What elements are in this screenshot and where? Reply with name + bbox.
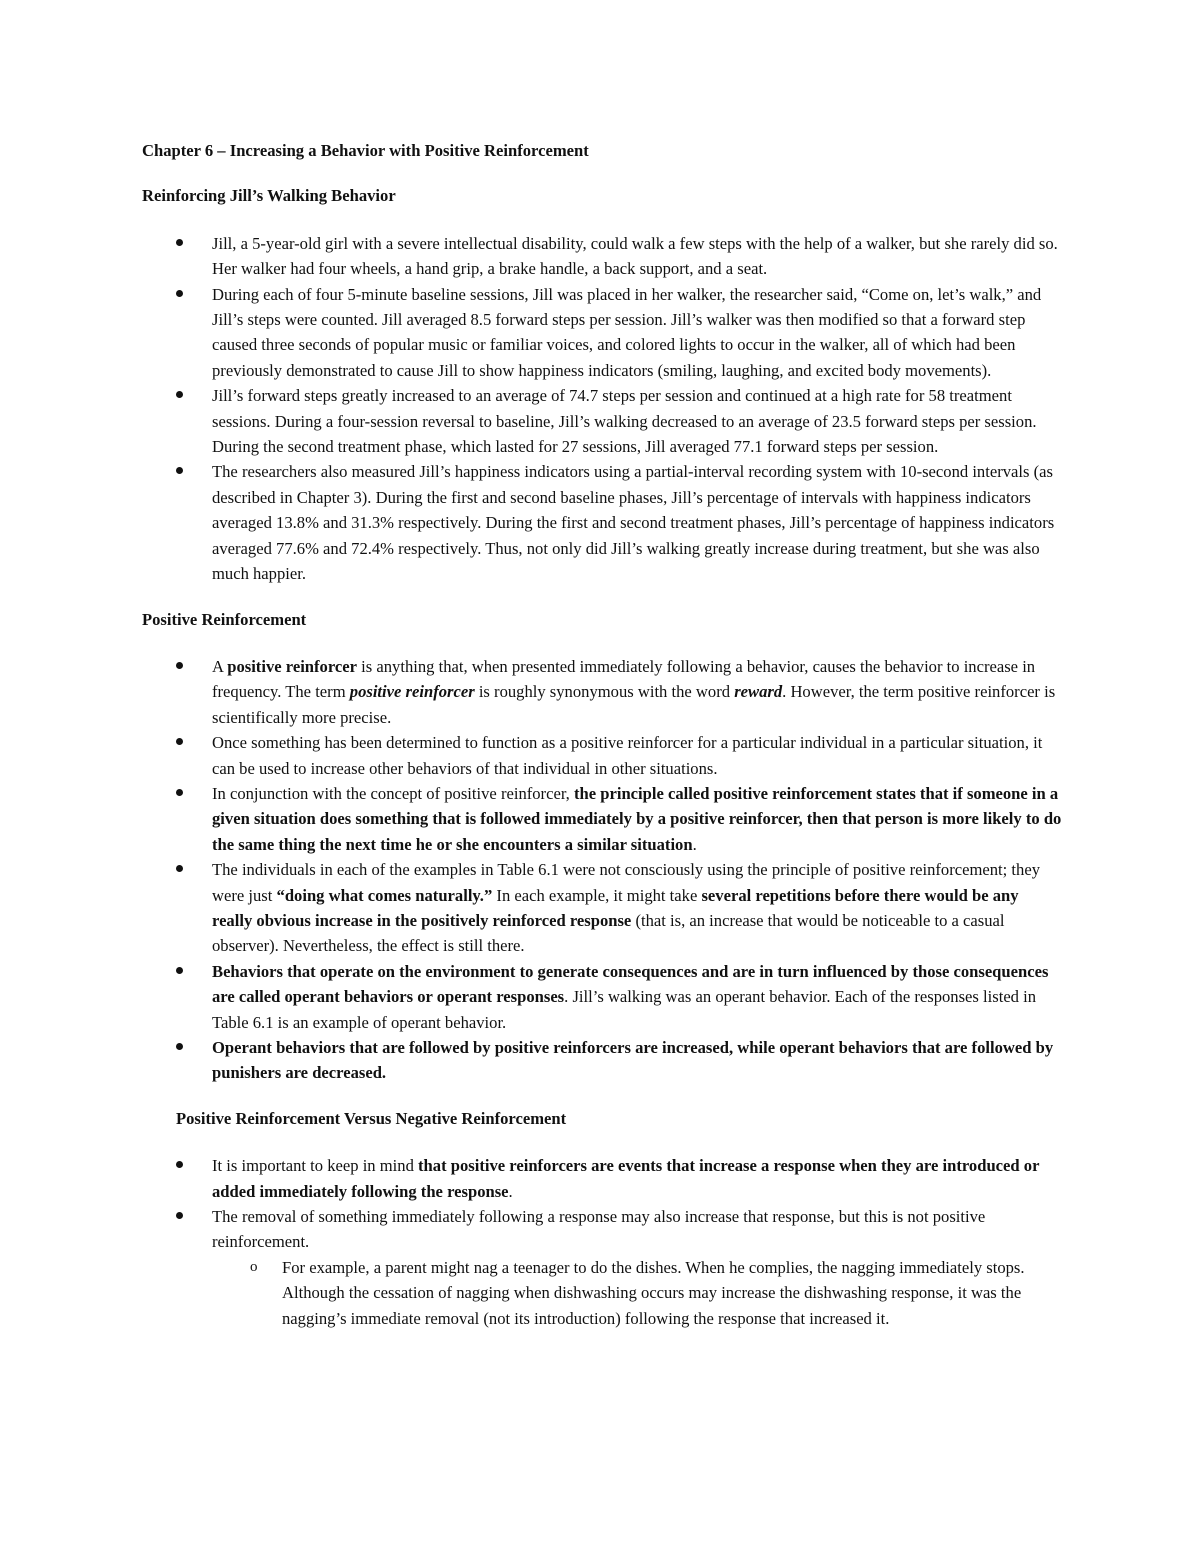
bullet-list-jill [142, 231, 1062, 587]
sub-bullet-list [212, 1255, 1062, 1331]
list-item: In conjunction with the concept of positive reinforcer, the principle called positive reinforcement states that if someone in a given situation does something that is followed immediately by a positive reinforcer, then that person is more likely to do the same thing the next time he or she encounters a similar situation. [142, 781, 1062, 857]
list-item: The individuals in each of the examples in Table 6.1 were not consciously using the principle of positive reinforcement; they were just “doing what comes naturally.” In each example, it might take several repetitions before there would be any really obvious increase in the positively reinforced response (that is, an increase that would be noticeable to a casual observer). Nevertheless, the effect is still there. [142, 857, 1062, 959]
bullet-list-positive-vs-negative [142, 1153, 1062, 1331]
list-item: Jill’s forward steps greatly increased to an average of 74.7 steps per session and continued at a high rate for 58 treatment sessions. During a four-session reversal to baseline, Jill’s walking decreased to an average of 23.5 forward steps per session. During the second treatment phase, which lasted for 27 sessions, Jill averaged 77.1 forward steps per session. [142, 383, 1062, 459]
section-heading-jill: Reinforcing Jill’s Walking Behavior [142, 186, 396, 206]
list-item: The researchers also measured Jill’s happiness indicators using a partial-interval recording system with 10-second intervals (as described in Chapter 3). During the first and second baseline phases, Jill’s percentage of intervals with happiness indicators averaged 13.8% and 31.3% respectively. During the first and second treatment phases, Jill’s percentage of happiness indicators averaged 77.6% and 72.4% respectively. Thus, not only did Jill’s walking greatly increase during treatment, but she was also much happier. [142, 459, 1062, 586]
chapter-title: Chapter 6 – Increasing a Behavior with Positive Reinforcement [142, 141, 589, 160]
list-item: A positive reinforcer is anything that, when presented immediately following a behavior, causes the behavior to increase in frequency. The term positive reinforcer is roughly synonymous with the word reward. However, the term positive reinforcer is scientifically more precise. [142, 654, 1062, 730]
sub-list-item: o For example, a parent might nag a teenager to do the dishes. When he complies, the nagging immediately stops. Although the cessation of nagging when dishwashing occurs may increase the dishwashing response, it was the nagging’s immediate removal (not its introduction) following the response that increased it. [142, 1255, 1062, 1331]
list-item: It is important to keep in mind that positive reinforcers are events that increase a response when they are introduced or added immediately following the response. [142, 1153, 1062, 1204]
section-heading-positive-reinforcement: Positive Reinforcement [142, 609, 307, 629]
list-item: Behaviors that operate on the environment to generate consequences and are in turn influenced by those consequences are called operant behaviors or operant responses. Jill’s walking was an operant behavior. Each of the responses listed in Table 6.1 is an example of operant behavior. [142, 959, 1062, 1035]
subsection-heading-positive-vs-negative: Positive Reinforcement Versus Negative Reinforcement [176, 1108, 567, 1128]
list-item: During each of four 5-minute baseline sessions, Jill was placed in her walker, the researcher said, “Come on, let’s walk,” and Jill’s steps were counted. Jill averaged 8.5 forward steps per session. Jill’s walker was then modified so that a forward step caused three seconds of popular music or familiar voices, and colored lights to occur in the walker, all of which had been previously demonstrated to cause Jill to show happiness indicators (smiling, laughing, and excited body movements). [142, 282, 1062, 384]
document-page [142, 138, 1062, 1351]
list-item: Once something has been determined to function as a positive reinforcer for a particular individual in a particular situation, it can be used to increase other behaviors of that individual in other situations. [142, 730, 1062, 781]
list-item: Jill, a 5-year-old girl with a severe intellectual disability, could walk a few steps with the help of a walker, but she rarely did so. Her walker had four wheels, a hand grip, a brake handle, a back support, and a seat. [142, 231, 1062, 282]
list-item: Operant behaviors that are followed by positive reinforcers are increased, while operant behaviors that are followed by punishers are decreased. [142, 1035, 1062, 1086]
bullet-list-positive-reinforcement [142, 654, 1062, 1086]
list-item: The removal of something immediately following a response may also increase that response, but this is not positive reinforcement. o For example, a parent might nag a teenager to do the dishes. When he complies, the nagging immediately stops. Although the cessation of nagging when dishwashing occurs may increase the dishwashing response, it was the nagging’s immediate removal (not its introduction) following the response that increased it. [142, 1204, 1062, 1331]
